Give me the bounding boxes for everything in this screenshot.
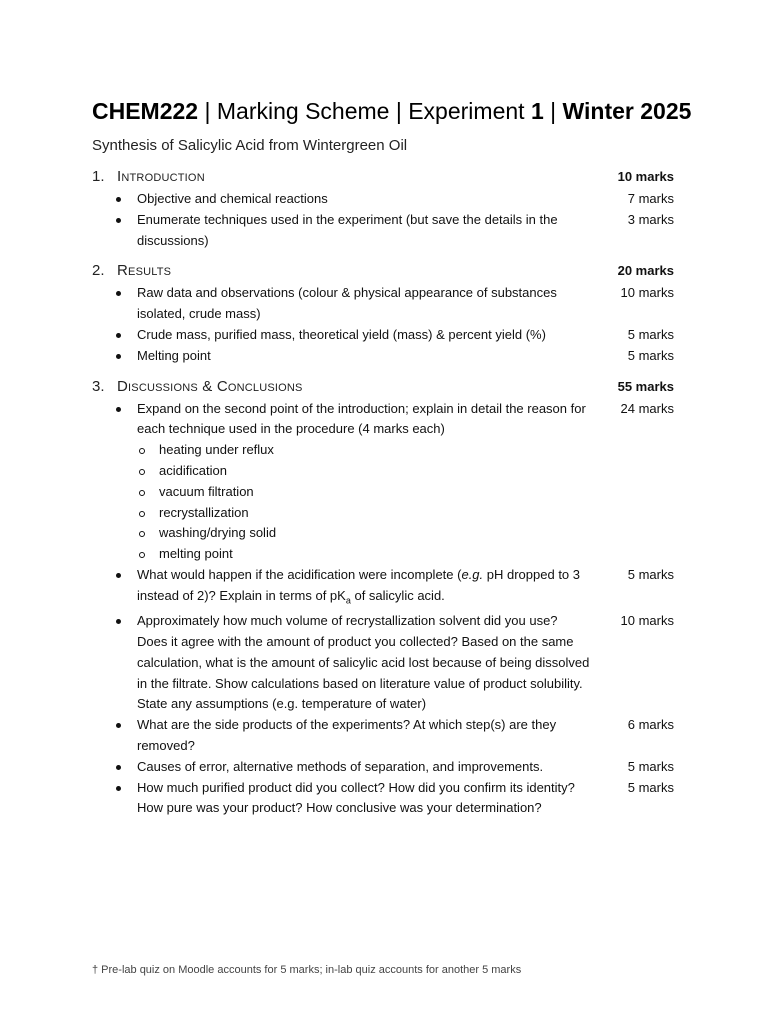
circle-bullet-icon <box>92 544 159 565</box>
sub-item-text: recrystallization <box>159 504 249 520</box>
bullet-icon <box>92 565 137 611</box>
item-marks: 5 marks <box>627 326 674 342</box>
bullet-icon <box>92 778 137 820</box>
item-marks: 5 marks <box>627 347 674 363</box>
section-number: 3. <box>92 377 105 395</box>
circle-bullet-icon <box>92 482 159 503</box>
item-text: What would happen if the acidification were incomplete (e.g. pH dropped to 3 instead of 2)? Explain in terms of $pK_a$ of salicylic acid. <box>137 566 581 606</box>
list-item <box>92 715 674 757</box>
footnote: † Pre-lab quiz on Moodle accounts for 5 marks; in-lab quiz accounts for another 5 marks <box>92 964 522 976</box>
list-item <box>92 565 674 611</box>
bullet-icon <box>92 611 137 715</box>
list-item <box>92 611 674 715</box>
circle-bullet-icon <box>92 503 159 524</box>
section-title: Introduction <box>117 168 205 185</box>
bullet-icon <box>92 325 137 346</box>
sub-list-item <box>92 544 674 565</box>
circle-bullet-icon <box>92 440 159 461</box>
item-text: Enumerate techniques used in the experiment (but save the details in the discussions) <box>137 211 558 248</box>
item-marks: 5 marks <box>627 566 674 582</box>
section-heading <box>92 375 674 399</box>
subscript-a: a <box>345 595 351 606</box>
page-subtitle: Synthesis of Salicylic Acid from Wintergreen Oil <box>92 137 408 154</box>
list-item <box>92 283 674 325</box>
list-item <box>92 778 674 820</box>
sub-item-text: heating under reflux <box>159 442 274 458</box>
term-label: Winter 2025 <box>562 98 692 124</box>
sub-list-item <box>92 440 674 461</box>
sub-list-item <box>92 503 674 524</box>
item-text: Melting point <box>137 347 211 363</box>
item-text: Objective and chemical reactions <box>137 191 328 206</box>
list-item <box>92 346 674 367</box>
item-text: What are the side products of the experiments? At which step(s) are they removed? <box>137 717 557 753</box>
circle-bullet-icon <box>92 461 159 482</box>
bullet-icon <box>92 715 137 757</box>
page-title: CHEM222 | Marking Scheme | Experiment 1 | Winter 2025 <box>92 98 692 124</box>
item-marks: 10 marks <box>620 613 674 629</box>
sub-item-text: washing/drying solid <box>159 525 277 541</box>
course-code: CHEM222 <box>92 98 199 124</box>
item-marks: 6 marks <box>627 717 674 733</box>
bullet-icon <box>92 189 137 210</box>
eg-abbrev: e.g. <box>461 566 484 582</box>
section-heading <box>92 259 674 283</box>
list-item <box>92 189 674 210</box>
item-marks: 5 marks <box>627 779 674 795</box>
item-marks: 24 marks <box>620 400 674 416</box>
item-text: Expand on the second point of the introduction; explain in detail the reason for each technique used in the procedure (4 marks each) <box>137 400 586 437</box>
item-marks: 7 marks <box>627 191 674 206</box>
list-item <box>92 399 674 441</box>
section-number: 1. <box>92 168 105 185</box>
section-introduction <box>92 165 674 251</box>
sub-item-text: melting point <box>159 546 233 562</box>
item-text: How much purified product did you collect? How did you confirm its identity? How pure was your product? How conclusive was your determination? <box>137 779 575 816</box>
bullet-icon <box>92 399 137 441</box>
experiment-number: 1 <box>530 98 544 124</box>
section-results <box>92 259 674 366</box>
sub-item-text: acidification <box>159 462 227 478</box>
item-marks: 3 marks <box>627 211 674 227</box>
section-number: 2. <box>92 262 105 280</box>
section-discussions-conclusions <box>92 375 674 820</box>
sub-list-item <box>92 482 674 503</box>
item-text: Causes of error, alternative methods of separation, and improvements. <box>137 758 544 774</box>
bullet-icon <box>92 346 137 367</box>
section-title: Discussions & Conclusions <box>117 377 303 395</box>
list-item <box>92 325 674 346</box>
section-heading <box>92 165 674 189</box>
item-text: Raw data and observations (colour & physical appearance of substances isolated, crude mass) <box>137 285 557 322</box>
list-item <box>92 210 674 252</box>
sub-list-item <box>92 523 674 544</box>
circle-bullet-icon <box>92 523 159 544</box>
section-marks: 20 marks <box>617 263 674 279</box>
section-title: Results <box>117 262 172 280</box>
bullet-icon <box>92 757 137 778</box>
document-page <box>92 95 692 819</box>
bullet-icon <box>92 210 137 252</box>
section-marks: 10 marks <box>617 169 674 184</box>
item-marks: 10 marks <box>620 285 674 301</box>
list-item <box>92 757 674 778</box>
sub-item-text: vacuum filtration <box>159 483 254 499</box>
scheme-label: Marking Scheme <box>216 98 390 124</box>
bullet-icon <box>92 283 137 325</box>
item-text: Approximately how much volume of recrystallization solvent did you use? Does it agree with the amount of product you collected? Based on the same calculation, what is the amount of salicylic acid lost because of being dissolved in the filtrate. Show calculations based on literature value of product solubility. State any assumptions (e.g. temperature of water) <box>137 613 590 712</box>
sub-list-item <box>92 461 674 482</box>
section-marks: 55 marks <box>617 378 674 394</box>
item-marks: 5 marks <box>627 758 674 774</box>
item-text: Crude mass, purified mass, theoretical yield (mass) & percent yield (%) <box>137 326 546 342</box>
experiment-label: Experiment <box>408 98 531 124</box>
